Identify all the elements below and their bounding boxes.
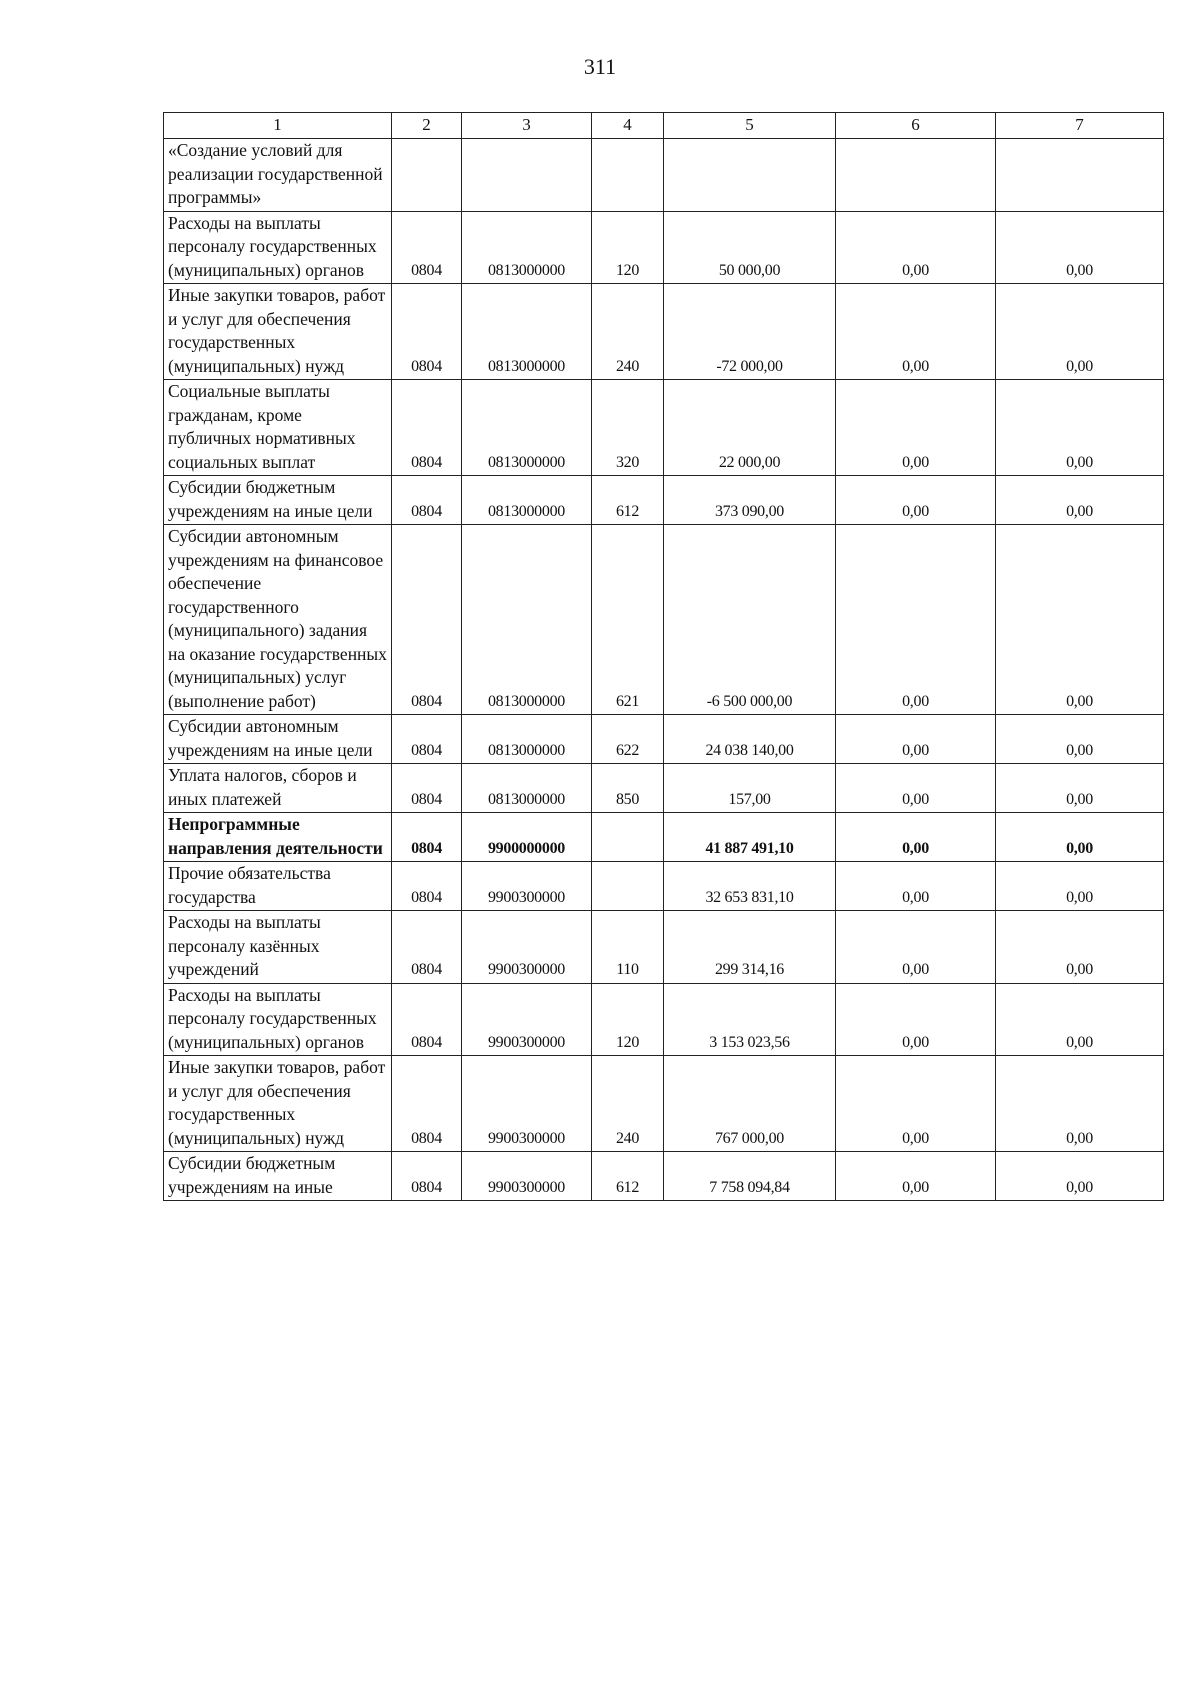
column-header: 5 (664, 113, 836, 139)
target-code-cell: 9900300000 (462, 911, 592, 984)
section-code-cell: 0804 (392, 380, 462, 476)
row-name-cell: Субсидии автономным учреждениям на финансовое обеспечение государственного (муниципального) задания на оказание государственных (муниципальных) услуг (выполнение работ) (164, 525, 392, 715)
amount-cell: 3 153 023,56 (664, 983, 836, 1056)
expense-type-cell: 120 (592, 211, 664, 284)
amount-cell (664, 139, 836, 212)
section-code-cell: 0804 (392, 813, 462, 862)
row-name-cell: Расходы на выплаты персоналу государственных (муниципальных) органов (164, 211, 392, 284)
row-name-cell: Расходы на выплаты персоналу государственных (муниципальных) органов (164, 983, 392, 1056)
target-code-cell: 0813000000 (462, 764, 592, 813)
amount-cell: 373 090,00 (664, 476, 836, 525)
section-code-cell: 0804 (392, 764, 462, 813)
expense-type-cell: 320 (592, 380, 664, 476)
row-name-cell: Иные закупки товаров, работ и услуг для обеспечения государственных (муниципальных) нужд (164, 284, 392, 380)
table-row (164, 284, 1164, 380)
expense-type-cell: 612 (592, 476, 664, 525)
amount-cell: -6 500 000,00 (664, 525, 836, 715)
column-6-value-cell: 0,00 (836, 284, 996, 380)
row-name-cell: Непрограммные направления деятельности (164, 813, 392, 862)
target-code-cell: 9900300000 (462, 1056, 592, 1152)
column-6-value-cell: 0,00 (836, 525, 996, 715)
table-row (164, 476, 1164, 525)
column-header: 1 (164, 113, 392, 139)
row-name-cell: Социальные выплаты гражданам, кроме публичных нормативных социальных выплат (164, 380, 392, 476)
amount-cell: 50 000,00 (664, 211, 836, 284)
row-name-cell: Расходы на выплаты персоналу казённых учреждений (164, 911, 392, 984)
section-code-cell: 0804 (392, 715, 462, 764)
section-code-cell (392, 139, 462, 212)
expense-type-cell: 110 (592, 911, 664, 984)
column-7-value-cell: 0,00 (996, 764, 1164, 813)
amount-cell: 157,00 (664, 764, 836, 813)
target-code-cell: 0813000000 (462, 476, 592, 525)
column-7-value-cell: 0,00 (996, 284, 1164, 380)
row-name-cell: Иные закупки товаров, работ и услуг для обеспечения государственных (муниципальных) нужд (164, 1056, 392, 1152)
expense-type-cell: 622 (592, 715, 664, 764)
section-code-cell: 0804 (392, 911, 462, 984)
column-7-value-cell: 0,00 (996, 983, 1164, 1056)
amount-cell: 32 653 831,10 (664, 862, 836, 911)
table-row (164, 715, 1164, 764)
expense-type-cell (592, 862, 664, 911)
expense-type-cell: 850 (592, 764, 664, 813)
row-name-cell: Прочие обязательства государства (164, 862, 392, 911)
section-code-cell: 0804 (392, 862, 462, 911)
column-7-value-cell: 0,00 (996, 1056, 1164, 1152)
expense-type-cell: 612 (592, 1152, 664, 1201)
target-code-cell: 9900300000 (462, 1152, 592, 1201)
table-row (164, 764, 1164, 813)
section-code-cell: 0804 (392, 983, 462, 1056)
amount-cell: 41 887 491,10 (664, 813, 836, 862)
expense-type-cell (592, 813, 664, 862)
table-row (164, 813, 1164, 862)
column-7-value-cell: 0,00 (996, 911, 1164, 984)
target-code-cell: 0813000000 (462, 284, 592, 380)
amount-cell: 22 000,00 (664, 380, 836, 476)
table-header-row (164, 113, 1164, 139)
amount-cell: -72 000,00 (664, 284, 836, 380)
target-code-cell: 9900000000 (462, 813, 592, 862)
column-6-value-cell: 0,00 (836, 911, 996, 984)
budget-table (163, 112, 1164, 1201)
expense-type-cell: 240 (592, 284, 664, 380)
table-row (164, 1152, 1164, 1201)
table-row (164, 911, 1164, 984)
row-name-cell: Субсидии бюджетным учреждениям на иные (164, 1152, 392, 1201)
column-6-value-cell: 0,00 (836, 476, 996, 525)
column-6-value-cell: 0,00 (836, 1056, 996, 1152)
target-code-cell: 9900300000 (462, 862, 592, 911)
target-code-cell: 0813000000 (462, 380, 592, 476)
column-header: 6 (836, 113, 996, 139)
column-7-value-cell: 0,00 (996, 813, 1164, 862)
table-row (164, 211, 1164, 284)
expense-type-cell: 240 (592, 1056, 664, 1152)
section-code-cell: 0804 (392, 284, 462, 380)
column-7-value-cell (996, 139, 1164, 212)
column-6-value-cell: 0,00 (836, 715, 996, 764)
row-name-cell: Субсидии автономным учреждениям на иные цели (164, 715, 392, 764)
table-row (164, 525, 1164, 715)
column-6-value-cell: 0,00 (836, 862, 996, 911)
column-6-value-cell: 0,00 (836, 983, 996, 1056)
column-7-value-cell: 0,00 (996, 211, 1164, 284)
table-row (164, 983, 1164, 1056)
row-name-cell: «Создание условий для реализации государственной программы» (164, 139, 392, 212)
target-code-cell: 9900300000 (462, 983, 592, 1056)
column-6-value-cell: 0,00 (836, 380, 996, 476)
expense-type-cell: 621 (592, 525, 664, 715)
column-header: 4 (592, 113, 664, 139)
column-6-value-cell: 0,00 (836, 764, 996, 813)
expense-type-cell: 120 (592, 983, 664, 1056)
section-code-cell: 0804 (392, 525, 462, 715)
target-code-cell: 0813000000 (462, 715, 592, 764)
target-code-cell (462, 139, 592, 212)
amount-cell: 7 758 094,84 (664, 1152, 836, 1201)
section-code-cell: 0804 (392, 1152, 462, 1201)
column-header: 3 (462, 113, 592, 139)
column-header: 2 (392, 113, 462, 139)
column-header: 7 (996, 113, 1164, 139)
column-6-value-cell: 0,00 (836, 813, 996, 862)
table-row (164, 139, 1164, 212)
page-number: 311 (583, 54, 617, 79)
target-code-cell: 0813000000 (462, 525, 592, 715)
column-6-value-cell: 0,00 (836, 211, 996, 284)
section-code-cell: 0804 (392, 1056, 462, 1152)
column-7-value-cell: 0,00 (996, 1152, 1164, 1201)
expense-type-cell (592, 139, 664, 212)
column-6-value-cell (836, 139, 996, 212)
amount-cell: 767 000,00 (664, 1056, 836, 1152)
column-7-value-cell: 0,00 (996, 525, 1164, 715)
section-code-cell: 0804 (392, 476, 462, 525)
amount-cell: 24 038 140,00 (664, 715, 836, 764)
table-row (164, 380, 1164, 476)
column-7-value-cell: 0,00 (996, 715, 1164, 764)
column-7-value-cell: 0,00 (996, 862, 1164, 911)
row-name-cell: Субсидии бюджетным учреждениям на иные цели (164, 476, 392, 525)
column-7-value-cell: 0,00 (996, 476, 1164, 525)
target-code-cell: 0813000000 (462, 211, 592, 284)
section-code-cell: 0804 (392, 211, 462, 284)
amount-cell: 299 314,16 (664, 911, 836, 984)
column-7-value-cell: 0,00 (996, 380, 1164, 476)
column-6-value-cell: 0,00 (836, 1152, 996, 1201)
table-row (164, 862, 1164, 911)
table-row (164, 1056, 1164, 1152)
row-name-cell: Уплата налогов, сборов и иных платежей (164, 764, 392, 813)
